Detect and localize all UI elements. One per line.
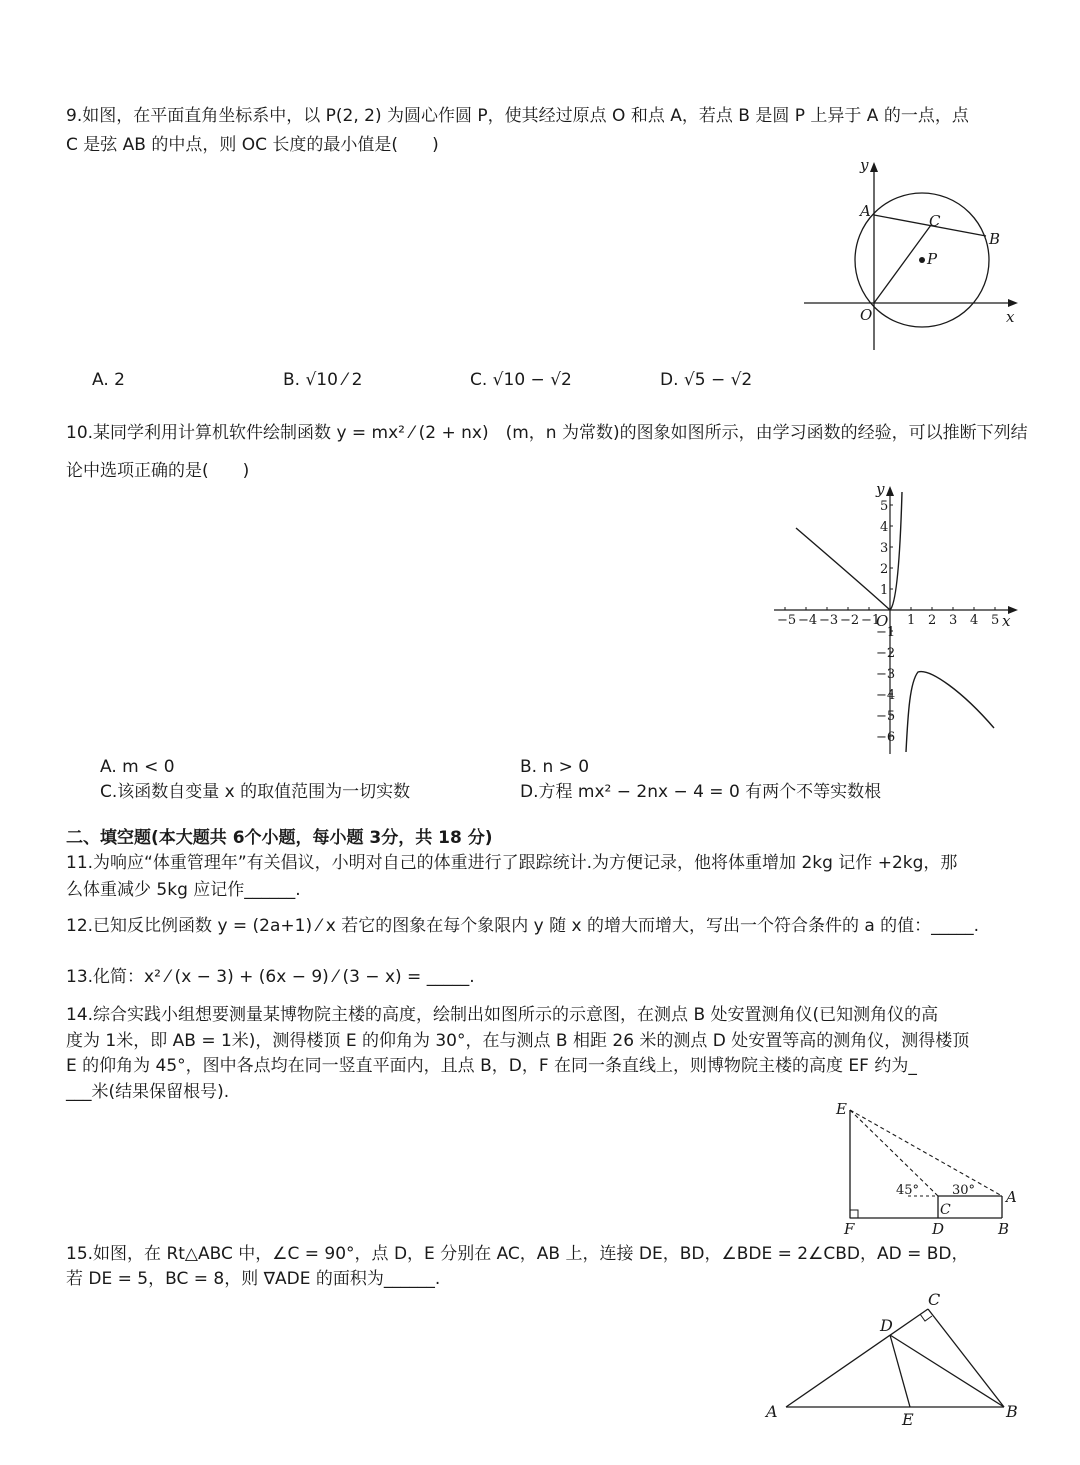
- q10-xtick-label: −3: [819, 613, 839, 628]
- q15-label-A: A: [766, 1402, 778, 1421]
- q10-xtick-label: 2: [928, 613, 937, 628]
- q10-text-line1: 10.某同学利用计算机软件绘制函数 y = mx² ⁄ (2 + nx) (m，n 为常数)的图象如图所示，由学习函数的经验，可以推断下列结: [66, 423, 1028, 443]
- q9-label-A: A: [860, 202, 871, 220]
- q14-label-E: E: [836, 1100, 847, 1118]
- q14-label-D: D: [932, 1220, 945, 1238]
- q14-label-F: F: [844, 1220, 855, 1238]
- q10-xtick-label: 4: [970, 613, 979, 628]
- q15-label-C: C: [928, 1290, 941, 1309]
- q14-label-A: A: [1006, 1188, 1017, 1206]
- q10-ytick-label: 5: [880, 499, 889, 514]
- q14-text-line3: E 的仰角为 45°，图中各点均在同一竖直平面内，且点 B，D，F 在同一条直线上，则博物院主楼的高度 EF 约为_: [66, 1056, 917, 1076]
- q10-ytick-label: 2: [880, 562, 889, 577]
- q9-text-line2: C 是弦 AB 的中点，则 OC 长度的最小值是( ): [66, 135, 439, 155]
- q10-label-x: x: [1002, 612, 1011, 630]
- section-heading: 二、填空题(本大题共 6个小题，每小题 3分，共 18 分): [66, 828, 493, 848]
- q10-ytick-label: 1: [880, 583, 889, 598]
- q10-ytick-label: −6: [876, 730, 896, 745]
- q9-label-P: P: [927, 250, 938, 268]
- q10-xtick-label: −2: [840, 613, 860, 628]
- q10-text-line2: 论中选项正确的是( ): [66, 461, 250, 481]
- q14-text-line4: ___米(结果保留根号).: [66, 1082, 230, 1102]
- q10-figure-graph: [768, 482, 1024, 757]
- q14-text-line1: 14.综合实践小组想要测量某博物院主楼的高度，绘制出如图所示的示意图，在测点 B 处安置测角仪(已知测角仪的高: [66, 1005, 939, 1025]
- q10-xtick-label: −5: [777, 613, 797, 628]
- q9-label-x: x: [1006, 308, 1015, 326]
- q10-option-b: B. n > 0: [520, 757, 590, 777]
- q9-label-y: y: [860, 156, 869, 174]
- q15-label-D: D: [880, 1316, 893, 1335]
- q10-ytick-label: −5: [876, 709, 896, 724]
- q9-text-line1: 9.如图，在平面直角坐标系中，以 P(2, 2) 为圆心作圆 P，使其经过原点 O 和点 A，若点 B 是圆 P 上异于 A 的一点，点: [66, 106, 969, 126]
- q10-ytick-label: −4: [876, 688, 896, 703]
- q9-option-a: A. 2: [92, 370, 125, 390]
- q15-figure-triangle: [760, 1285, 1030, 1430]
- q11-text-line2: 么体重减少 5kg 应记作______.: [66, 880, 301, 900]
- q9-option-c: C. √10 − √2: [470, 370, 572, 390]
- q9-figure-circle: [796, 150, 1026, 355]
- q10-ytick-label: 3: [880, 541, 889, 556]
- q13-text: 13.化简：x² ⁄ (x − 3) + (6x − 9) ⁄ (3 − x) = _____.: [66, 967, 475, 987]
- q14-text-line2: 度为 1米，即 AB = 1米)，测得楼顶 E 的仰角为 30°，在与测点 B 相距 26 米的测点 D 处安置等高的测角仪，测得楼顶: [66, 1031, 970, 1051]
- q9-label-O: O: [860, 306, 873, 324]
- q10-ytick-label: −2: [876, 646, 896, 661]
- q10-option-c: C.该函数自变量 x 的取值范围为一切实数: [100, 782, 411, 802]
- q14-angle-45: 45°: [896, 1183, 920, 1198]
- q10-xtick-label: −1: [861, 613, 881, 628]
- q15-text-line1: 15.如图，在 Rt△ABC 中，∠C = 90°，点 D，E 分别在 AC，AB 上，连接 DE，BD，∠BDE = 2∠CBD，AD = BD，: [66, 1244, 969, 1264]
- q10-xtick-label: 3: [949, 613, 958, 628]
- q12-text: 12.已知反比例函数 y = (2a+1) ⁄ x 若它的图象在每个象限内 y 随 x 的增大而增大，写出一个符合条件的 a 的值：_____.: [66, 916, 980, 936]
- q10-ytick-label: −3: [876, 667, 896, 682]
- q10-label-y: y: [876, 482, 885, 498]
- q14-angle-30: 30°: [952, 1183, 976, 1198]
- q10-ytick-label: −1: [876, 625, 896, 640]
- q9-label-C: C: [929, 212, 941, 230]
- q10-label-O: O: [876, 612, 889, 630]
- q15-label-E: E: [902, 1410, 914, 1429]
- q9-option-b: B. √10 ⁄ 2: [283, 370, 363, 390]
- q15-label-B: B: [1006, 1402, 1018, 1421]
- q9-option-d: D. √5 − √2: [660, 370, 753, 390]
- q10-option-a: A. m < 0: [100, 757, 175, 777]
- q10-xtick-label: −4: [798, 613, 818, 628]
- q10-ytick-label: 4: [880, 520, 889, 535]
- q15-text-line2: 若 DE = 5，BC = 8，则 ∇ADE 的面积为______.: [66, 1269, 441, 1289]
- q10-option-d: D.方程 mx² − 2nx − 4 = 0 有两个不等实数根: [520, 782, 882, 802]
- q14-label-B: B: [998, 1220, 1010, 1238]
- q14-figure-building: [828, 1098, 1028, 1238]
- q14-label-C: C: [940, 1202, 951, 1218]
- q10-xtick-label: 5: [991, 613, 1000, 628]
- q9-label-B: B: [989, 230, 1001, 248]
- q10-xtick-label: 1: [907, 613, 916, 628]
- q11-text-line1: 11.为响应“体重管理年”有关倡议，小明对自己的体重进行了跟踪统计.为方便记录，他将体重增加 2kg 记作 +2kg，那: [66, 853, 958, 873]
